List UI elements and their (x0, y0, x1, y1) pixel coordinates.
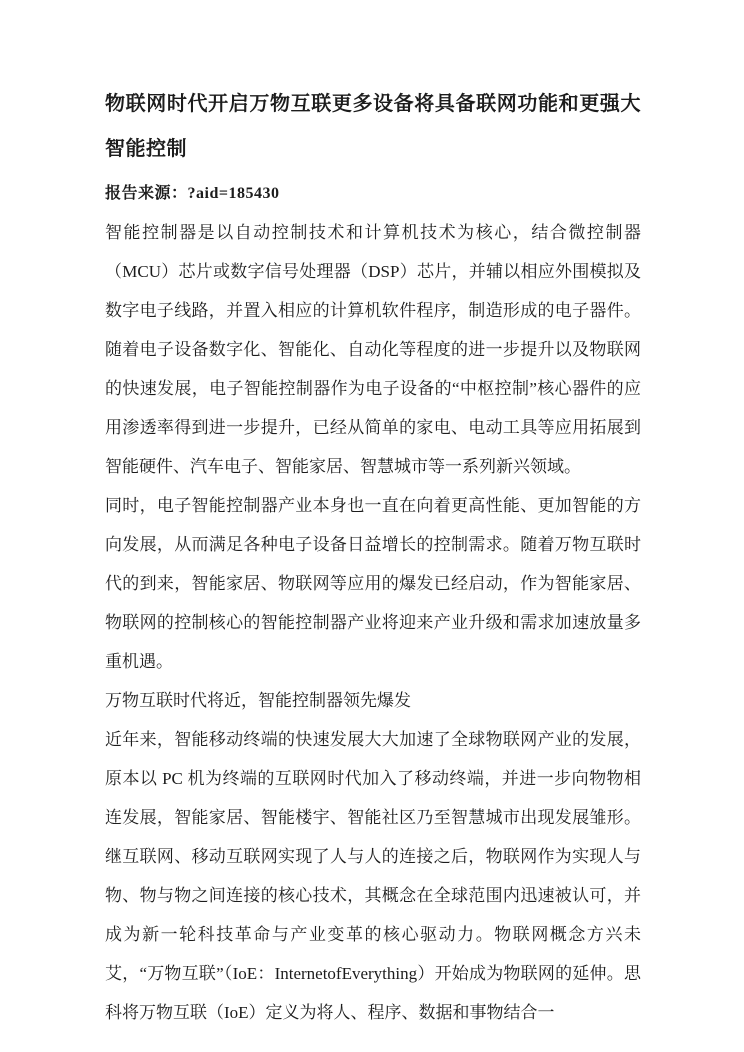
document-content (105, 82, 641, 1032)
paragraph-intro: 智能控制器是以自动控制技术和计算机技术为核心，结合微控制器（MCU）芯片或数字信号处理器（DSP）芯片，并辅以相应外围模拟及数字电子线路，并置入相应的计算机软件程序，制造形成的电子器件。随着电子设备数字化、智能化、自动化等程度的进一步提升以及物联网的快速发展，电子智能控制器作为电子设备的“中枢控制”核心器件的应用渗透率得到进一步提升，已经从简单的家电、电动工具等应用拓展到智能硬件、汽车电子、智能家居、智慧城市等一系列新兴领域。 (105, 223, 641, 476)
report-source: 报告来源：?aid=185430 (105, 185, 280, 202)
paragraph-ioe-development: 近年来，智能移动终端的快速发展大大加速了全球物联网产业的发展，原本以 PC 机为终端的互联网时代加入了移动终端，并进一步向物物相连发展，智能家居、智能楼宇、智能社区乃至智慧城市出现发展雏形。继互联网、移动互联网实现了人与人的连接之后，物联网作为实现人与物、物与物之间连接的核心技术，其概念在全球范围内迅速被认可，并成为新一轮科技革命与产业变革的核心驱动力。物联网概念方兴未艾，“万物互联”（IoE：InternetofEverything）开始成为物联网的延伸。思科将万物互联（IoE）定义为将人、程序、数据和事物结合一 (105, 730, 641, 1022)
document-title: 物联网时代开启万物互联更多设备将具备联网功能和更强大智能控制 (105, 93, 641, 160)
paragraph-industry-trend: 同时，电子智能控制器产业本身也一直在向着更高性能、更加智能的方向发展，从而满足各种电子设备日益增长的控制需求。随着万物互联时代的到来，智能家居、物联网等应用的爆发已经启动，作为智能家居、物联网的控制核心的智能控制器产业将迎来产业升级和需求加速放量多重机遇。 (105, 496, 641, 671)
section-heading-ioe-era: 万物互联时代将近，智能控制器领先爆发 (105, 691, 411, 710)
